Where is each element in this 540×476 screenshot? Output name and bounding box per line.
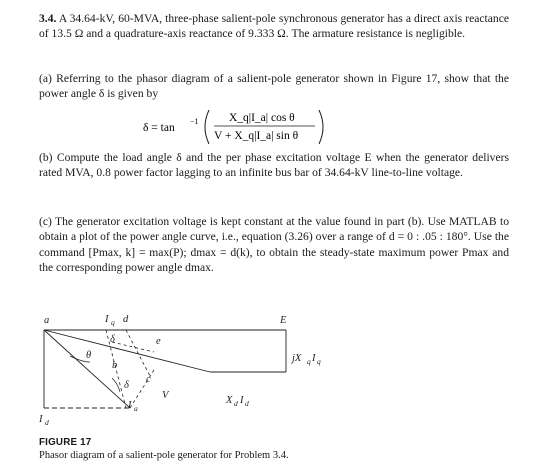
e-dashed: [126, 330, 150, 376]
label-delta-top: δ: [110, 334, 115, 345]
label-xdid: X: [226, 395, 233, 406]
label-jxqiq-i: I: [312, 353, 316, 364]
equation-lhs: δ = tan: [143, 122, 175, 134]
label-e: e: [156, 336, 161, 347]
label-c: c: [146, 374, 151, 385]
right-paren: [319, 110, 323, 144]
delta-arc: [112, 378, 120, 392]
figure-title: FIGURE 17: [39, 437, 92, 448]
label-id-sub: d: [45, 418, 49, 427]
label-e-phasor: E: [280, 315, 287, 326]
label-jxqiq-sub1: q: [307, 357, 311, 366]
power-angle-equation: [143, 107, 363, 147]
equation-numerator: X_q|I_a| cos θ: [229, 112, 295, 124]
part-c-text: (c) The generator excitation voltage is kept constant at the value found in part (b). Use MATLAB to obtain a plot of the power angle curve, i.e., equation (3.26) over a range of d = 0 : .05 : 180°. Use the command [Pmax, k] = max(P); dmax = d(k), to obtain the steady-state maximum power Pmax and the corresponding power angle dmax.: [39, 215, 509, 274]
label-a: a: [44, 315, 50, 326]
ae-dashed: [112, 342, 154, 352]
problem-number: 3.4.: [39, 12, 57, 25]
label-b: b: [112, 360, 118, 371]
label-ia: I: [128, 400, 132, 411]
figure-caption: Phasor diagram of a salient-pole generator for Problem 3.4.: [39, 450, 289, 461]
equation-exponent: −1: [190, 117, 199, 126]
v-phasor: [44, 330, 210, 372]
part-b-text: (b) Compute the load angle δ and the per phase excitation voltage E when the generator delivers rated MVA, 0.8 power factor lagging to an infinite bus bar of 34.64-kV line-to-line voltage.: [39, 151, 509, 180]
problem-statement: [39, 11, 509, 42]
part-a-text: (a) Referring to the phasor diagram of a salient-pole generator shown in Figure 17, show that the power angle δ is given by: [39, 72, 509, 101]
label-jxqiq-sub2: q: [317, 357, 321, 366]
label-theta: θ: [86, 350, 92, 361]
problem-text: A 34.64-kV, 60-MVA, three-phase salient-pole synchronous generator has a direct axis reactance of 13.5 Ω and a quadrature-axis reactance of 9.333 Ω. The armature resistance is negligible.: [39, 12, 509, 41]
label-xdid-sub1: d: [234, 399, 238, 408]
equation-graphic: [143, 107, 363, 147]
equation-denominator: V + X_q|I_a| sin θ: [214, 130, 299, 142]
label-v: V: [162, 390, 169, 401]
label-id: I: [39, 414, 43, 425]
label-delta-mid: δ: [124, 380, 129, 391]
label-ia-sub: a: [134, 404, 138, 413]
phasor-diagram: [30, 306, 350, 434]
label-iq-sub: q: [111, 318, 115, 327]
label-jxqiq: jX: [292, 353, 302, 364]
label-xdid-sub2: d: [245, 399, 249, 408]
label-d: d: [123, 314, 129, 325]
label-xdid-i: I: [240, 395, 244, 406]
label-iq: I: [105, 314, 109, 325]
left-paren: [205, 110, 209, 144]
